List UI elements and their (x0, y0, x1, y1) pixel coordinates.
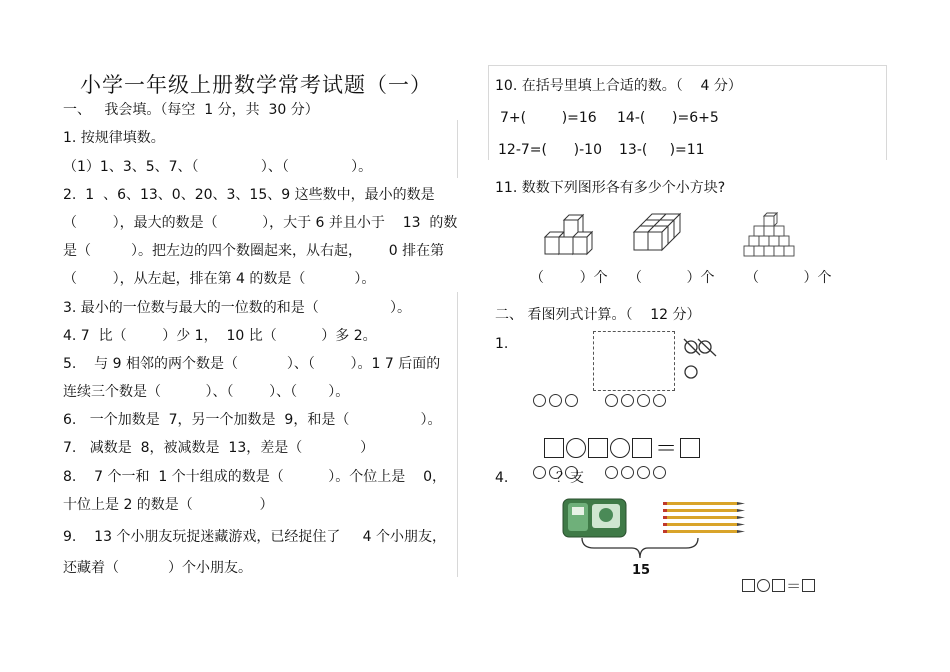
answer-box[interactable] (632, 438, 652, 458)
pencil-box-image (562, 497, 628, 539)
circle-icon (637, 394, 650, 407)
circle-icon (565, 394, 578, 407)
border-top-right (488, 65, 886, 66)
circle-icon (605, 394, 618, 407)
circle-icon (653, 466, 666, 479)
circle-icon (637, 466, 650, 479)
q1-line: （1）1、3、5、7、（ ）、（ ）。 (63, 159, 373, 175)
equation-template-1 (533, 413, 701, 463)
crossed-circles-icon (683, 338, 719, 382)
q8-line1: 8. 7 个一和 1 个十组成的数是（ ）。个位上是 0， (63, 469, 446, 485)
answer-box[interactable] (742, 579, 755, 592)
cube-figure-1 (543, 213, 593, 258)
q5-line2: 连续三个数是（ ）、（ ）、（ ）。 (63, 384, 350, 400)
answer-box[interactable] (680, 438, 700, 458)
q1-title: 1. 按规律填数。 (63, 130, 165, 146)
q10-title: 10. 在括号里填上合适的数。（ 4 分） (495, 78, 742, 94)
q5-line1: 5. 与 9 相邻的两个数是（ ）、（ ）。1 7 后面的 (63, 356, 441, 372)
answer-box[interactable] (544, 438, 564, 458)
circle-icon (605, 466, 618, 479)
answer-box[interactable] (772, 579, 785, 592)
answer-box[interactable] (802, 579, 815, 592)
section1-header: 一、 我会填。（每空 1 分，共 30 分） (63, 102, 319, 118)
circle-icon (621, 466, 634, 479)
q11-answer-2: （ ）个 (628, 270, 715, 286)
pencils-image (661, 500, 747, 540)
q2-line1: 2. 1 、6、13、0、20、3、15、9 这些数中，最小的数是 (63, 187, 435, 203)
problem4-question: ？支 (556, 470, 584, 486)
page-title: 小学一年级上册数学常考试题（一） (80, 73, 432, 97)
q2-line4: （ ），从左起，排在第 4 的数是（ ）。 (63, 271, 376, 287)
q10-eq2a: 12-7=( )-10 (498, 142, 602, 158)
equals-sign: ＝ (655, 437, 678, 462)
operator-circle[interactable] (610, 438, 630, 458)
border-mid-col (488, 65, 489, 160)
total-value: 15 (632, 563, 651, 578)
cube-figure-2 (632, 212, 684, 258)
circle-icon (621, 394, 634, 407)
circle-icon (533, 394, 546, 407)
q2-line2: （ ），最大的数是（ ），大于 6 并且小于 13 的数 (63, 215, 458, 231)
total-brace (580, 536, 700, 562)
equals-sign: ＝ (786, 577, 802, 595)
q9-line2: 还藏着（ ）个小朋友。 (63, 560, 252, 576)
q11-answer-1: （ ）个 (530, 270, 608, 286)
circle-icon (653, 394, 666, 407)
border-right-col (886, 65, 887, 160)
operator-circle[interactable] (566, 438, 586, 458)
q8-line2: 十位上是 2 的数是（ ） (63, 497, 274, 513)
q11-answer-3: （ ）个 (745, 270, 832, 286)
q2-line3: 是（ ）。把左边的四个数圈起来，从右起， 0 排在第 (63, 243, 445, 259)
q9-line1: 9. 13 个小朋友玩捉迷藏游戏，已经捉住了 4 个小朋友， (63, 529, 447, 545)
q3-line: 3. 最小的一位数与最大的一位数的和是（ ）。 (63, 300, 412, 316)
problem4-label: 4. (495, 470, 509, 486)
circle-icon (533, 466, 546, 479)
circle-icon (549, 394, 562, 407)
cube-figure-3 (742, 212, 798, 258)
q11-title: 11. 数数下列图形各有多少个小方块? (495, 180, 726, 196)
q6-line: 6. 一个加数是 7，另一个加数是 9，和是（ ）。 (63, 412, 442, 428)
section2-header: 二、 看图列式计算。（ 12 分） (495, 307, 701, 323)
q10-eq2b: 13-( )=11 (619, 142, 705, 158)
border-left-col (457, 120, 458, 178)
q7-line: 7. 减数是 8，被减数是 13，差是（ ） (63, 440, 375, 456)
equation-template-4 (731, 556, 816, 596)
q10-eq1b: 14-( )=6+5 (617, 110, 719, 126)
q10-eq1a: 7+( )=16 (500, 110, 597, 126)
answer-box[interactable] (588, 438, 608, 458)
operator-circle[interactable] (757, 579, 770, 592)
border-left-col-2 (457, 292, 458, 577)
q4-line: 4. 7 比（ ）少 1， 10 比（ ）多 2。 (63, 328, 377, 344)
problem1-label: 1. (495, 336, 509, 352)
